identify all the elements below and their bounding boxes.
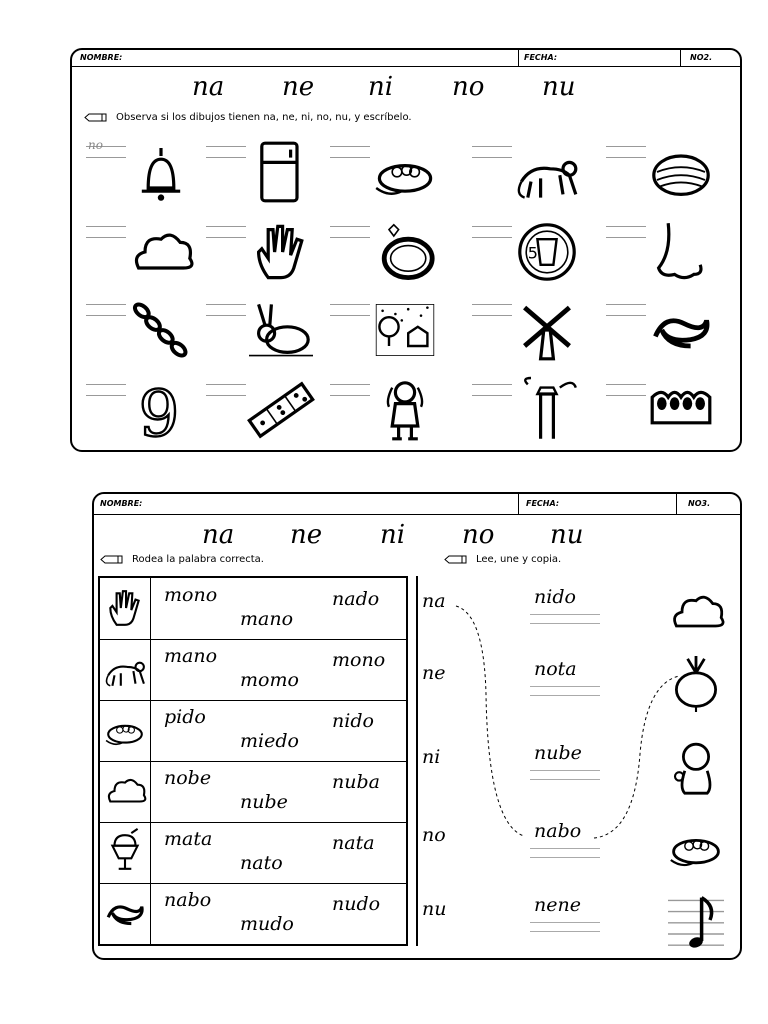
snow-scene-icon (372, 298, 438, 362)
picture-cell (86, 138, 216, 210)
picture-cell (206, 138, 336, 210)
nest-icon (372, 140, 438, 204)
answer-lines[interactable] (330, 226, 370, 238)
word-option[interactable]: nato (240, 852, 283, 874)
word-option[interactable]: miedo (240, 730, 299, 752)
date-label: FECHA: (524, 53, 558, 62)
answer-lines[interactable] (206, 384, 246, 396)
example-match-lines (94, 494, 740, 958)
ring-icon (372, 220, 438, 284)
sheet-number: NO3. (688, 499, 711, 508)
svg-text:5: 5 (527, 243, 538, 263)
picture-cell (86, 218, 216, 290)
picture-cell (472, 376, 602, 448)
answer-lines[interactable] (330, 146, 370, 158)
word-option[interactable]: pido (164, 706, 206, 728)
monkey-icon (514, 140, 580, 204)
sheet-number: NO2. (690, 53, 713, 62)
answer-lines[interactable] (86, 226, 126, 238)
match-syllable[interactable]: ne (422, 662, 446, 684)
windmill-icon (514, 298, 580, 362)
pencil-icon (84, 113, 108, 122)
word-option[interactable]: momo (240, 669, 299, 691)
syllable-nu: nu (542, 72, 576, 102)
word-option[interactable]: nata (332, 832, 375, 854)
answer-lines[interactable] (472, 384, 512, 396)
crown-icon (648, 378, 714, 442)
match-word[interactable]: nota (534, 658, 577, 680)
match-syllable[interactable]: ni (422, 746, 441, 768)
picture-cell (606, 138, 736, 210)
answer-lines[interactable] (606, 304, 646, 316)
word-option[interactable]: mano (240, 608, 294, 630)
knot-icon (648, 298, 714, 362)
word-option[interactable]: mono (332, 649, 386, 671)
domino-icon (248, 378, 314, 442)
picture-cell (472, 296, 602, 368)
chain-icon (128, 298, 194, 362)
hand-icon (248, 220, 314, 284)
syllable-nu: nu (550, 520, 584, 550)
word-option[interactable]: mono (164, 584, 218, 606)
example-answer: no (88, 138, 103, 152)
picture-cell (330, 296, 460, 368)
syllable-ne: ne (290, 520, 323, 550)
answer-lines[interactable] (206, 304, 246, 316)
answer-lines[interactable] (472, 304, 512, 316)
rabbit-icon (248, 298, 314, 362)
word-option[interactable]: mata (164, 828, 213, 850)
coin-icon (514, 220, 580, 284)
instruction-text: Lee, une y copia. (476, 554, 562, 565)
answer-lines[interactable] (606, 384, 646, 396)
answer-lines[interactable] (472, 226, 512, 238)
picture-cell (330, 218, 460, 290)
picture-cell (206, 296, 336, 368)
instruction-text: Observa si los dibujos tienen na, ne, ni, no, nu, y escríbelo. (116, 112, 412, 123)
picture-cell (472, 138, 602, 210)
answer-lines[interactable] (606, 226, 646, 238)
match-word[interactable]: nube (534, 742, 582, 764)
match-syllable[interactable]: na (422, 590, 446, 612)
chimney-icon (514, 378, 580, 442)
word-option[interactable]: nudo (332, 893, 381, 915)
syllable-ni: ni (368, 72, 394, 102)
syllable-no: no (452, 72, 485, 102)
picture-cell (606, 296, 736, 368)
word-option[interactable]: nado (332, 588, 380, 610)
picture-cell (86, 376, 216, 452)
picture-cell (606, 376, 736, 448)
match-word[interactable]: nene (534, 894, 581, 916)
worksheet-no3 (92, 492, 742, 960)
answer-lines[interactable] (472, 146, 512, 158)
nose-icon (648, 220, 714, 284)
svg-text:9: 9 (138, 377, 180, 452)
syllable-na: na (202, 520, 235, 550)
date-label: FECHA: (526, 499, 560, 508)
match-syllable[interactable]: nu (422, 898, 447, 920)
number-nine-icon (128, 377, 194, 452)
word-option[interactable]: nuba (332, 771, 380, 793)
answer-lines[interactable] (206, 146, 246, 158)
picture-cell (206, 376, 336, 448)
word-option[interactable]: nobe (164, 767, 212, 789)
fridge-icon (248, 140, 314, 204)
picture-cell (472, 218, 602, 290)
picture-cell (86, 296, 216, 368)
word-option[interactable]: nido (332, 710, 374, 732)
word-option[interactable]: nube (240, 791, 288, 813)
syllable-ni: ni (380, 520, 406, 550)
syllable-na: na (192, 72, 225, 102)
picture-cell (330, 376, 460, 448)
name-label: NOMBRE: (80, 53, 123, 62)
match-word[interactable]: nido (534, 586, 576, 608)
bell-icon (128, 140, 194, 204)
word-option[interactable]: nabo (164, 889, 212, 911)
word-option[interactable]: mano (164, 645, 218, 667)
syllable-no: no (462, 520, 495, 550)
picture-cell (330, 138, 460, 210)
name-label: NOMBRE: (100, 499, 143, 508)
answer-lines[interactable] (86, 304, 126, 316)
match-syllable[interactable]: no (422, 824, 446, 846)
match-word[interactable]: nabo (534, 820, 582, 842)
picture-cell (606, 218, 736, 290)
picture-cell (206, 218, 336, 290)
cloud-icon (128, 220, 194, 284)
answer-lines[interactable] (206, 226, 246, 238)
worksheet-no2 (70, 48, 742, 452)
syllable-ne: ne (282, 72, 315, 102)
instruction-observe (84, 112, 412, 123)
girl-icon (372, 378, 438, 442)
answer-lines[interactable] (86, 384, 126, 396)
answer-lines[interactable] (330, 384, 370, 396)
instruction-text: Rodea la palabra correcta. (132, 554, 264, 565)
word-option[interactable]: mudo (240, 913, 294, 935)
answer-lines[interactable] (606, 146, 646, 158)
walnut-icon (648, 140, 714, 204)
answer-lines[interactable] (330, 304, 370, 316)
worksheet-header (72, 50, 740, 67)
